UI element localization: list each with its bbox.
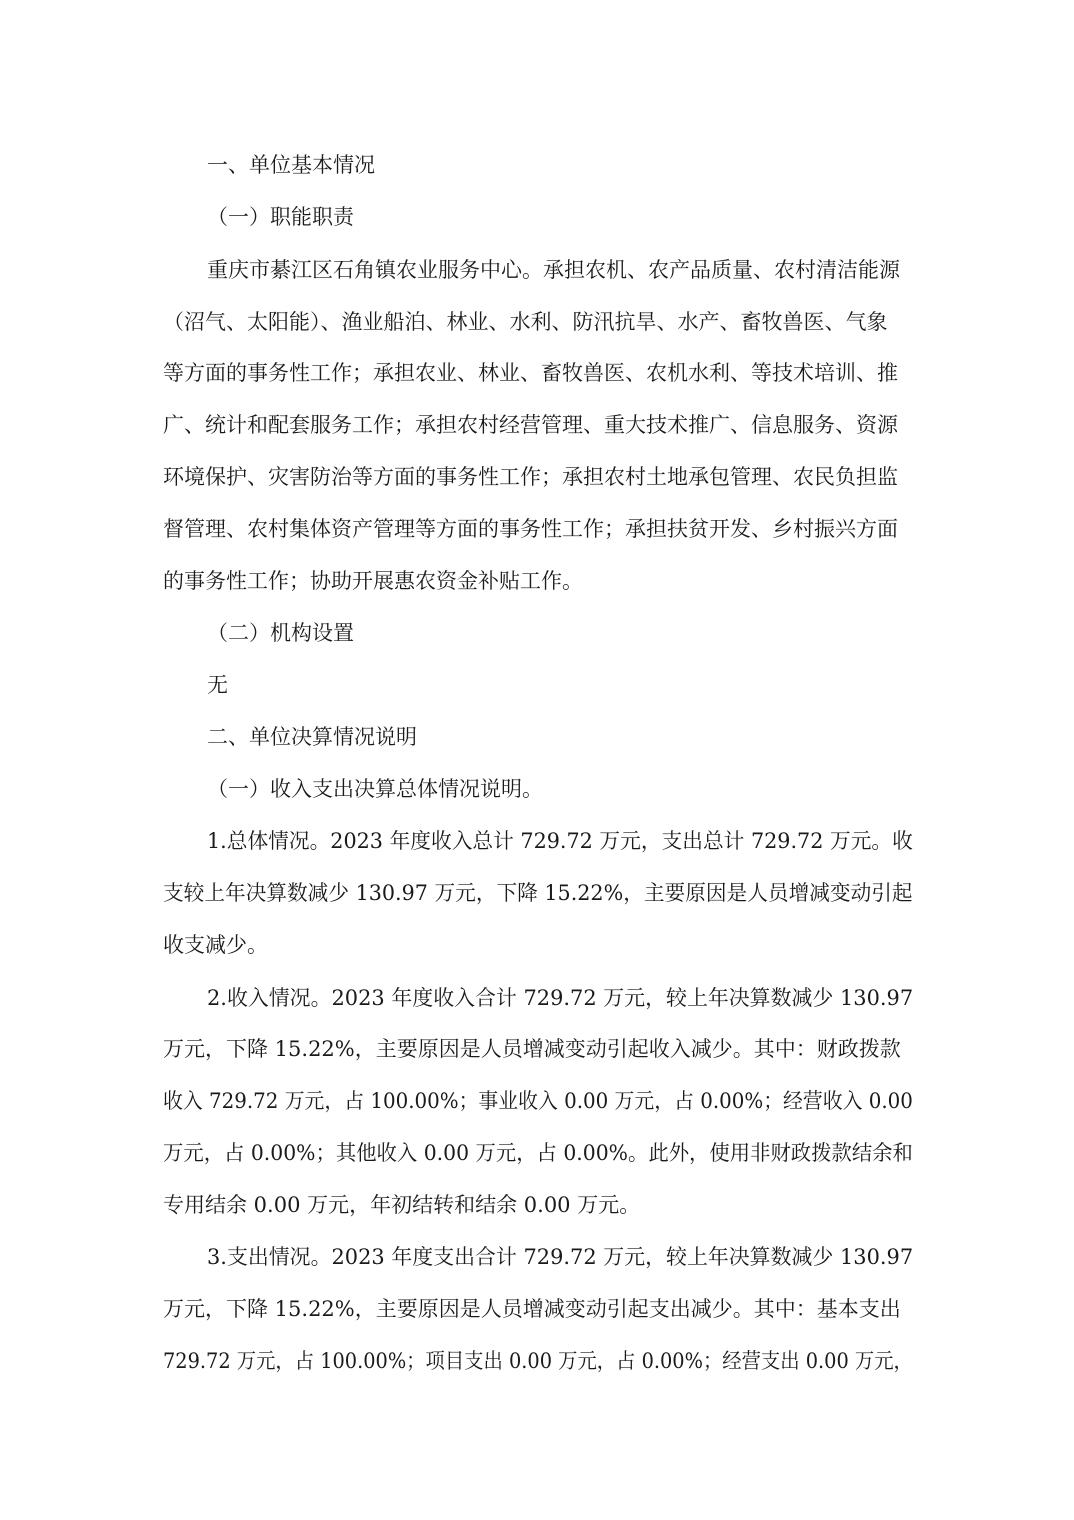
paragraph-line: 专用结余 0.00 万元，年初结转和结余 0.00 万元。 <box>163 1193 641 1217</box>
paragraph-line: 收入 729.72 万元，占 100.00%；事业收入 0.00 万元，占 0.00%；经营收入 0.00 <box>163 1089 913 1113</box>
paragraph-line: 收支减少。 <box>163 933 268 957</box>
paragraph-line: 万元，占 0.00%；其他收入 0.00 万元，占 0.00%。此外，使用非财政拨款结余和 <box>163 1141 913 1165</box>
paragraph-line: 的事务性工作；协助开展惠农资金补贴工作。 <box>163 569 583 593</box>
paragraph-line: 督管理、农村集体资产管理等方面的事务性工作；承担扶贫开发、乡村振兴方面 <box>163 517 898 541</box>
section-heading-2: 二、单位决算情况说明 <box>207 725 417 749</box>
paragraph-line: 2.收入情况。2023 年度收入合计 729.72 万元，较上年决算数减少 130.97 <box>207 986 914 1010</box>
subsection-heading-organization: （二）机构设置 <box>207 621 354 645</box>
paragraph-line: 支较上年决算数减少 130.97 万元，下降 15.22%，主要原因是人员增减变动引起 <box>163 881 913 905</box>
paragraph-line: 729.72 万元，占 100.00%；项目支出 0.00 万元，占 0.00%；经营支出 0.00 万元， <box>163 1349 913 1373</box>
paragraph-line: 环境保护、灾害防治等方面的事务性工作；承担农村土地承包管理、农民负担监 <box>163 465 898 489</box>
section-heading-1: 一、单位基本情况 <box>207 153 375 177</box>
paragraph-line: 1.总体情况。2023 年度收入总计 729.72 万元，支出总计 729.72 万元。收 <box>207 829 913 853</box>
paragraph-line: （沼气、太阳能）、渔业船泊、林业、水利、防汛抗旱、水产、畜牧兽医、气象 <box>163 310 888 334</box>
paragraph-line: 等方面的事务性工作；承担农业、林业、畜牧兽医、农机水利、等技术培训、推 <box>163 361 898 385</box>
paragraph-line: 万元，下降 15.22%，主要原因是人员增减变动引起收入减少。其中：财政拨款 <box>163 1037 901 1061</box>
subsection-heading-income-expense: （一）收入支出决算总体情况说明。 <box>207 777 543 801</box>
paragraph-line: 无 <box>207 673 228 697</box>
paragraph-line: 3.支出情况。2023 年度支出合计 729.72 万元，较上年决算数减少 130.97 <box>207 1245 914 1269</box>
paragraph-line: 重庆市綦江区石角镇农业服务中心。承担农机、农产品质量、农村清洁能源 <box>207 258 900 282</box>
paragraph-line: 万元，下降 15.22%，主要原因是人员增减变动引起支出减少。其中：基本支出 <box>163 1297 901 1321</box>
paragraph-line: 广、统计和配套服务工作；承担农村经营管理、重大技术推广、信息服务、资源 <box>163 413 898 437</box>
subsection-heading-functions: （一）职能职责 <box>207 205 354 229</box>
